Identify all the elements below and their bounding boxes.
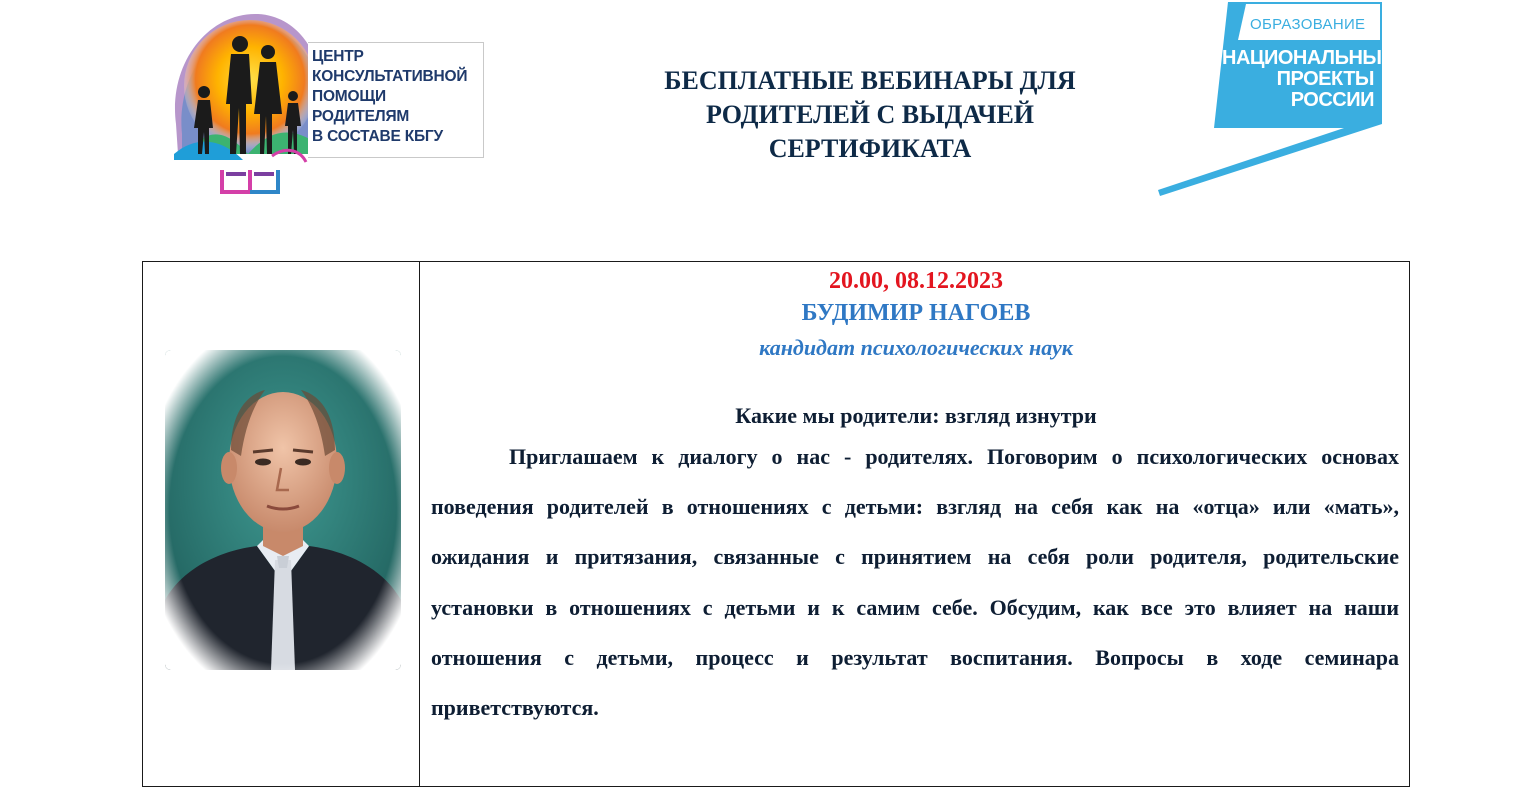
consulting-center-name [308,42,484,158]
speaker-name: БУДИМИР НАГОЕВ [801,300,1031,326]
logo-line-3: ПОМОЩИ [312,88,386,105]
card-divider [419,262,420,786]
consulting-center-logo [168,4,488,204]
title-line-2: РОДИТЕЛЕЙ С ВЫДАЧЕЙ [705,100,1035,129]
webinar-topic: Какие мы родители: взгляд изнутри [735,403,1097,428]
np-line-1: НАЦИОНАЛЬНЫЕ [1222,47,1395,69]
national-projects-logo [1156,0,1395,200]
speaker-portrait-icon [165,350,401,670]
national-projects-name [1222,47,1395,111]
page-title [600,64,1140,166]
logo-line-5: В СОСТАВЕ КБГУ [312,128,443,145]
logo-line-2: КОНСУЛЬТАТИВНОЙ [312,68,468,85]
speaker-degree: кандидат психологических наук [759,335,1073,360]
event-card [142,261,1410,787]
title-line-1: БЕСПЛАТНЫЕ ВЕБИНАРЫ ДЛЯ [664,66,1076,95]
family-silhouette-icon [168,4,318,199]
logo-line-4: РОДИТЕЛЯМ [312,108,410,125]
speaker-photo [165,350,401,670]
title-line-3: СЕРТИФИКАТА [768,134,972,163]
event-datetime: 20.00, 08.12.2023 [829,268,1003,294]
webinar-description: Приглашаем к диалогу о нас - родителях. Поговорим о психологических основах поведения родителей в отношениях с детьми: взгляд на себя как на «отца» или «мать», ожидания и притязания, связанные с принятием на себя роли родителя, родительские установки в отношениях с детьми и к самим себе. Обсудим, как все это влияет на наши отношения с детьми, процесс и результат воспитания. Вопросы в ходе семинара приветствуются. [431,444,1399,721]
np-line-2: ПРОЕКТЫ [1276,68,1374,90]
np-line-3: РОССИИ [1290,89,1374,111]
national-projects-top-label: ОБРАЗОВАНИЕ [1250,16,1366,33]
logo-line-1: ЦЕНТР [312,48,364,65]
